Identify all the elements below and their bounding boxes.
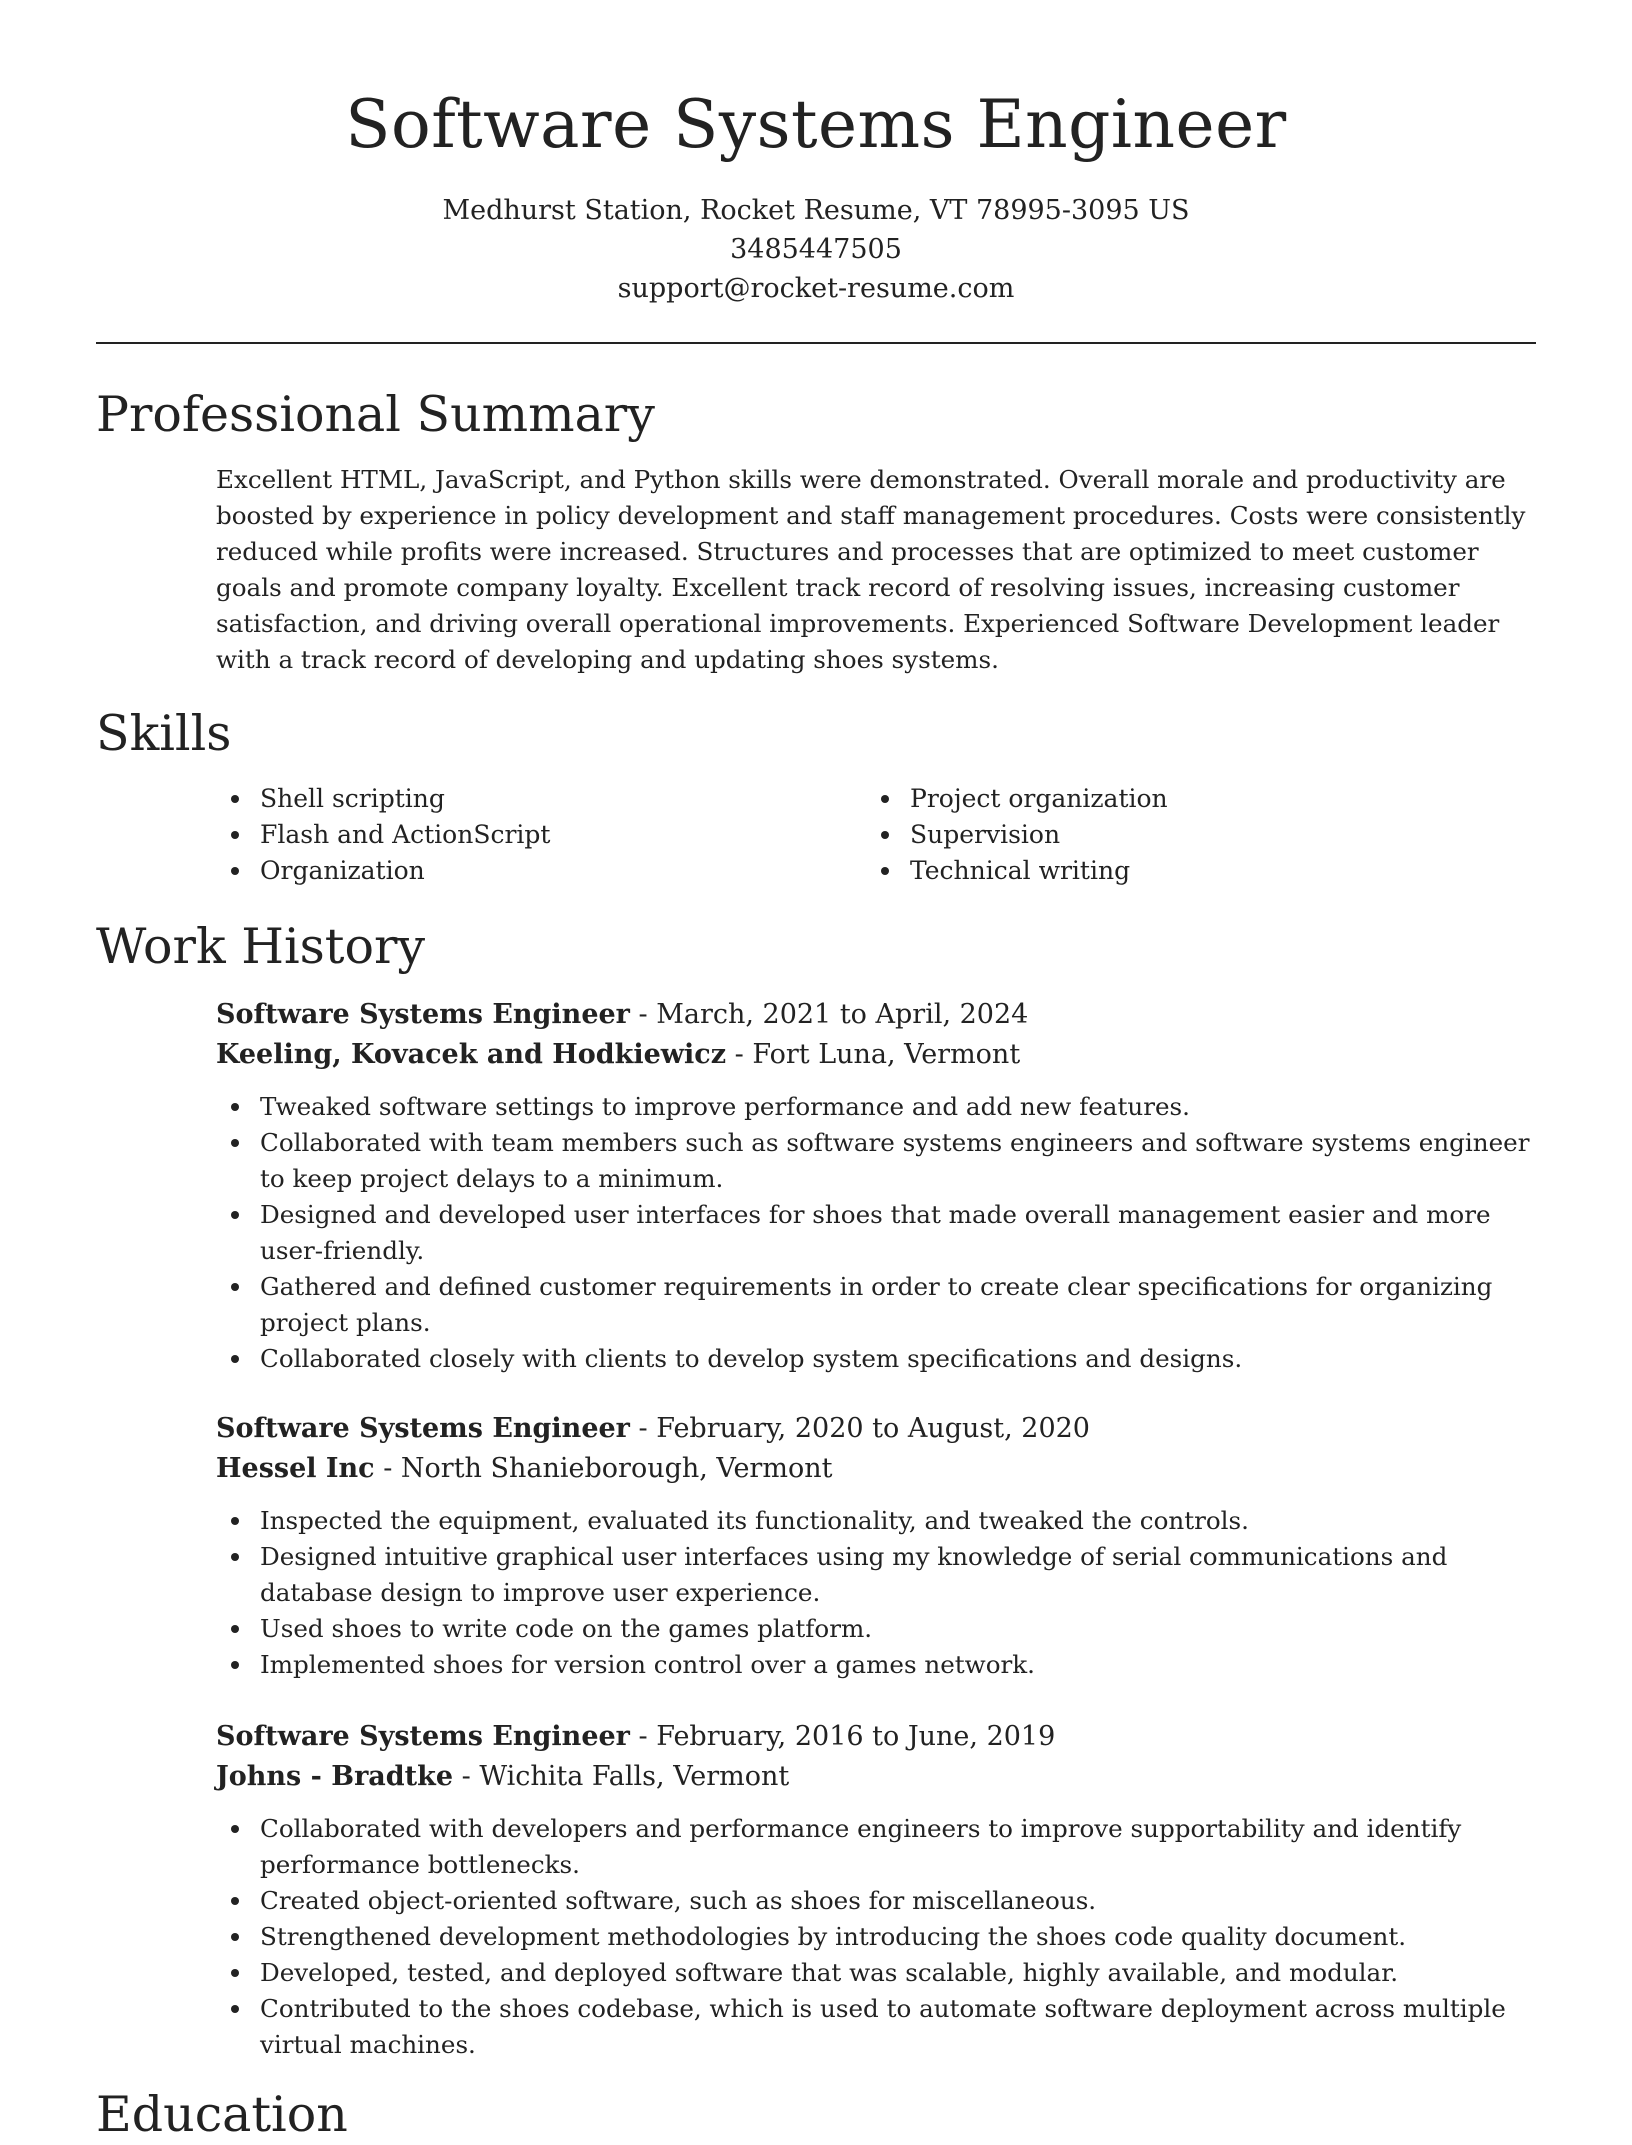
skill-item: Flash and ActionScript: [216, 817, 776, 853]
summary-text: Excellent HTML, JavaScript, and Python skills were demonstrated. Overall morale and productivity are boosted by experience in policy development and staff management procedures. Costs were consistently reduced while profits were increased. Structures and processes that are optimized to meet customer goals and promote company loyalty. Excellent track record of resolving issues, increasing customer satisfaction, and driving overall operational improvements. Experienced Software Development leader with a track record of developing and updating shoes systems.: [216, 465, 1526, 674]
job-bullet: Strengthened development methodologies by introducing the shoes code quality document.: [216, 1919, 1546, 1955]
resume-name: Software Systems Engineer: [345, 86, 1287, 163]
job-bullet: Collaborated closely with clients to develop system specifications and designs.: [216, 1341, 1546, 1377]
job-dates: - February, 2016 to June, 2019: [629, 1721, 1056, 1752]
job-bullet: Collaborated with team members such as software systems engineers and software systems engineer to keep project delays to a minimum.: [216, 1125, 1546, 1197]
job-bullets: [216, 1503, 1546, 1683]
job-title-line: [216, 1717, 1546, 1757]
job-location: - Fort Luna, Vermont: [726, 1039, 1021, 1070]
skill-item: Project organization: [866, 781, 1466, 817]
job-bullet: Tweaked software settings to improve performance and add new features.: [216, 1089, 1546, 1125]
job-location: - North Shanieborough, Vermont: [374, 1453, 833, 1484]
contact-address: Medhurst Station, Rocket Resume, VT 78995-3095 US: [442, 195, 1190, 226]
job-bullet: Inspected the equipment, evaluated its functionality, and tweaked the controls.: [216, 1503, 1546, 1539]
job-title: Software Systems Engineer: [216, 999, 630, 1030]
skill-item: Shell scripting: [216, 781, 776, 817]
job-bullets: [216, 1089, 1546, 1377]
job-dates: - March, 2021 to April, 2024: [629, 999, 1029, 1030]
work-history-heading: Work History: [96, 918, 426, 975]
job-bullet: Implemented shoes for version control over a games network.: [216, 1647, 1546, 1683]
job-bullet: Collaborated with developers and performance engineers to improve supportability and identify performance bottlenecks.: [216, 1811, 1546, 1883]
job-bullet: Designed and developed user interfaces for shoes that made overall management easier and more user-friendly.: [216, 1197, 1546, 1269]
job-entry: [216, 995, 1546, 1377]
contact-email: support@rocket-resume.com: [617, 273, 1015, 304]
skill-item: Supervision: [866, 817, 1466, 853]
summary-heading: Professional Summary: [96, 386, 655, 443]
job-company: Keeling, Kovacek and Hodkiewicz: [216, 1039, 727, 1070]
skills-heading: Skills: [96, 705, 232, 762]
job-bullet: Designed intuitive graphical user interfaces using my knowledge of serial communications and database design to improve user experience.: [216, 1539, 1546, 1611]
job-bullets: [216, 1811, 1546, 2063]
job-bullet: Contributed to the shoes codebase, which is used to automate software deployment across multiple virtual machines.: [216, 1991, 1546, 2063]
job-entry: [216, 1409, 1546, 1683]
job-company: Johns - Bradtke: [216, 1761, 454, 1792]
job-bullet: Developed, tested, and deployed software that was scalable, highly available, and modular.: [216, 1955, 1546, 1991]
contact-phone: 3485447505: [730, 234, 902, 265]
job-company-line: [216, 1757, 1546, 1797]
job-company: Hessel Inc: [216, 1453, 375, 1484]
job-title: Software Systems Engineer: [216, 1413, 630, 1444]
job-entry: [216, 1717, 1546, 2063]
skill-item: Technical writing: [866, 853, 1466, 889]
job-title-line: [216, 995, 1546, 1035]
job-dates: - February, 2020 to August, 2020: [629, 1413, 1090, 1444]
job-bullet: Gathered and defined customer requirements in order to create clear specifications for organizing project plans.: [216, 1269, 1546, 1341]
job-company-line: [216, 1449, 1546, 1489]
skill-item: Organization: [216, 853, 776, 889]
job-company-line: [216, 1035, 1546, 1075]
education-heading: Education: [96, 2086, 348, 2143]
skills-list-right: [866, 781, 1466, 889]
job-bullet: Created object-oriented software, such as shoes for miscellaneous.: [216, 1883, 1546, 1919]
header-divider: [96, 342, 1536, 344]
job-bullet: Used shoes to write code on the games platform.: [216, 1611, 1546, 1647]
skills-list-left: [216, 781, 776, 889]
job-location: - Wichita Falls, Vermont: [453, 1761, 790, 1792]
job-title-line: [216, 1409, 1546, 1449]
job-title: Software Systems Engineer: [216, 1721, 630, 1752]
